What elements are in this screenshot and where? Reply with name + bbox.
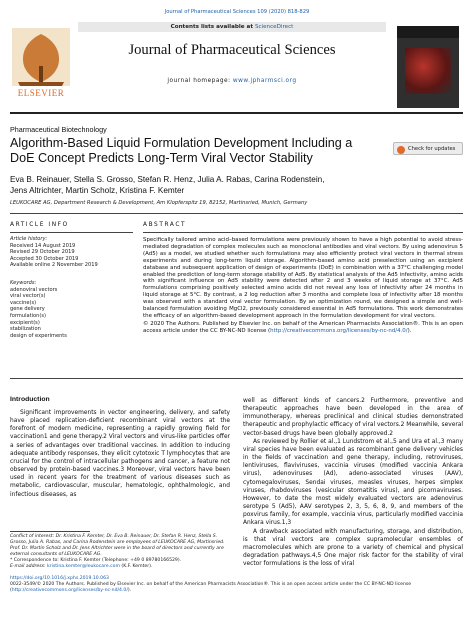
abstract-divider	[143, 232, 463, 233]
authors-line-1: Eva B. Reinauer, Stella S. Grosso, Stefan R. Henz, Julia A. Rabas, Carina Rodenstein,	[10, 175, 325, 184]
email-link[interactable]: kristina.kemter@leukocare.com	[47, 564, 120, 569]
intro-paragraph: A drawback associated with manufacturing, storage, and distribution, is that viral vectors are complex supramolecular ensembles of macromolecules which are prone to a variety of chemical and physical degradation pathways.4,5 One major risk factor for the stability of viral vector formulations is the loss of viral	[243, 528, 463, 568]
abstract-copyright	[143, 321, 463, 335]
keyword-item: viral vector(s)	[10, 293, 46, 300]
introduction-left-column: Significant improvements in vector engineering, delivery, and safety have placed replication-deficient recombinant viral vectors at the forefront of modern medicine, representing a rapidly growing field for vaccination1 and gene therapy.2 Viral vectors and virus-like particles offer a series of advantages over traditional vaccines. In addition to inducing adequate antibody responses, they elicit cytotoxic T lymphocytes that are crucial for the control of intracellular pathogens and cancer, a feature not observed by protein-based vaccines.3 Moreover, viral vectors have been used in recent years for the treatment of various diseases such as metabolic, cardiovascular, muscular, hematologic, ophthalmologic, and infectious diseases, as	[10, 410, 230, 498]
bottom-footer	[10, 576, 463, 594]
intro-paragraph: well as different kinds of cancers.2 Furthermore, preventive and therapeutic approaches have been developed in the area of immunotherapy, whereas preclinical and clinical studies demonstrated therapeutic and prophylactic efficacy of viral vectors.2 Meanwhile, several vector-based drugs have been globally approved.2	[243, 398, 463, 437]
journal-title: Journal of Pharmaceutical Sciences	[128, 42, 336, 58]
check-for-updates-button[interactable]	[393, 142, 463, 155]
journal-homepage	[78, 78, 386, 84]
affiliation: LEUKOCARE AG, Department Research & Development, Am Klopferspitz 19, 82152, Martinsried, Munich, Germany	[10, 200, 308, 206]
intro-paragraph: As reviewed by Rollier et al.,1 Lundstrom et al.,5 and Ura et al.,3 many viral species have been evaluated as recombinant gene delivery vehicles in the fields of vaccination and gene therapy, including, retroviruses, lentiviruses, flaviviruses, vaccinia viruses (modified vaccinia Ankara virus), adenoviruses (Ad), adeno-associated viruses (AAV), cytomegaloviruses, Sendai viruses, measles viruses, herpes simplex viruses, rhabdoviruses (vesicular stomatitis virus), and picornaviruses. However, to date the most widely evaluated vectors are adenovirus serotype 5 (Ad5), AAV serotypes 2, 3, 5, 6, 8, 9, and members of the poxvirus family, for example, vaccinia virus, particularly modified vaccinia Ankara virus.1,3	[243, 438, 463, 527]
journal-header	[78, 22, 386, 100]
article-info-heading: ARTICLE INFO	[10, 222, 69, 228]
keywords	[10, 280, 133, 339]
check-updates-icon	[397, 146, 405, 154]
introduction-heading: Introduction	[10, 396, 50, 403]
header-divider	[10, 112, 463, 114]
author-list	[10, 174, 450, 196]
copyright-text: © 2020 The Authors. Published by Elsevier Inc. on behalf of the American Pharmacists Association®. This is an open access article under the CC BY-NC-ND license (	[143, 320, 463, 334]
bottom-license-end: ).	[127, 588, 132, 593]
keyword-item: stabilization	[10, 326, 41, 333]
section-label: Pharmaceutical Biotechnology	[10, 125, 107, 134]
introduction-right-column	[243, 397, 463, 568]
footnote-divider	[10, 531, 90, 532]
keyword-item: design of experiments	[10, 332, 67, 339]
sciencedirect-link[interactable]: ScienceDirect	[254, 24, 294, 30]
history-item: Received 14 August 2019	[10, 242, 76, 249]
elsevier-wordmark: ELSEVIER	[17, 88, 65, 98]
keyword-item: gene delivery	[10, 306, 45, 313]
license-link[interactable]: http://creativecommons.org/licenses/by-nc-nd/4.0/	[270, 327, 408, 334]
authors-line-2: Jens Altrichter, Martin Scholz, Kristina F. Kemter	[10, 186, 185, 195]
homepage-prefix: journal homepage:	[167, 78, 233, 84]
abstract-heading: ABSTRACT	[143, 222, 187, 228]
email-prefix: E-mail address:	[10, 564, 48, 569]
history-label: Article history:	[10, 236, 48, 242]
journal-cover-image	[397, 26, 459, 108]
journal-reference[interactable]: Journal of Pharmaceutical Sciences 109 (2020) 818-829	[164, 9, 310, 15]
doi-link[interactable]: https://doi.org/10.1016/j.xphs.2019.10.063	[10, 576, 109, 581]
abstract-body	[143, 237, 463, 335]
corresponding-author: * Correspondence to: Kristina F. Kemter (Telephone: +49 0 89780166529).	[10, 558, 182, 563]
contents-bar	[78, 22, 386, 32]
history-item: Available online 2 November 2019	[10, 262, 98, 269]
homepage-link[interactable]: www.jpharmsci.org	[232, 78, 297, 84]
abstract-text: Specifically tailored amino acid–based formulations were previously shown to have a high potential to avoid stress-mediated degradation of complex molecules such as monoclonal antibodies and viral vectors. By using adenovirus 5 (Ad5) as a model, we studied whether such formulations may also efficiently protect viral vectors in thermal stress experiments and during long-term liquid storage. Algorithm-based amino acid preselection using an excipient database and subsequent application of design of experiments (DoE) in combination with a 37°C challenging model enabled the prediction of long-term storage stability of Ad5. By statistical analysis of the Ad5 infectivity, amino acids with significant influence on Ad5 stability were detected after 2 and 3 weeks of liquid storage at 37°C. Ad5 formulations comprising positively selected amino acids did not reveal any loss of infectivity after 24 months in liquid storage at 5°C. By contrast, a 2 log reduction after 3 months and complete loss of infectivity after 18 months was observed with a standard viral vector formulation. By an optimization round, we designed a simple and well-balanced formulation avoiding MgCl2, previously considered essential in Ad5 formulations. This work demonstrates the efficacy of an algorithm-based development approach in the formulation development for viral vectors.	[143, 237, 463, 319]
elsevier-logo	[10, 26, 72, 100]
affiliation-divider	[10, 213, 463, 214]
bottom-license-link[interactable]: http://creativecommons.org/licenses/by-nc-nd/4.0/	[11, 588, 128, 593]
paper-title: Algorithm-Based Liquid Formulation Development Including a DoE Concept Predicts Long-Term Viral Vector Stability	[10, 136, 353, 165]
check-updates-label: Check for updates	[408, 146, 456, 152]
keyword-item: adenoviral vectors	[10, 286, 58, 293]
article-history	[10, 236, 133, 269]
keyword-item: formulation(s)	[10, 312, 47, 319]
cover-artwork	[405, 48, 451, 94]
history-item: Accepted 30 October 2019	[10, 255, 79, 262]
keyword-item: excipient(s)	[10, 319, 40, 326]
conflict-of-interest: Conflict of interest: Dr. Kristina F. Kemter, Dr. Eva B. Reinauer, Dr. Stefan R. Henz, Stella S. Grosso, Julia A. Rabas, and Carina Rodenstein are employees of LEUKOCARE AG, Martinsried. Prof. Dr. Martin Scholz and Dr. Jens Altrichter were in the board of directors and currently are external consultants of LEUKOCARE AG.	[10, 534, 225, 557]
keyword-item: vaccine(s)	[10, 299, 37, 306]
keywords-label: Keywords:	[10, 280, 37, 286]
history-item: Revised 29 October 2019	[10, 249, 75, 256]
copyright-end: ).	[407, 327, 412, 334]
bottom-license-text: 0022-3549/© 2020 The Authors. Published by Elsevier Inc. on behalf of the American Pharmacists Association®. This is an open access article under the CC BY-NC-ND license (	[10, 582, 412, 593]
abstract-bottom-divider	[10, 378, 463, 379]
footnotes	[10, 534, 230, 570]
contents-prefix: Contents lists available at	[170, 24, 255, 30]
article-info-divider	[10, 232, 133, 233]
bottom-license	[10, 582, 463, 594]
email-line	[10, 564, 230, 570]
email-suffix: (K.F. Kemter).	[119, 564, 153, 569]
cover-banner	[397, 26, 459, 38]
